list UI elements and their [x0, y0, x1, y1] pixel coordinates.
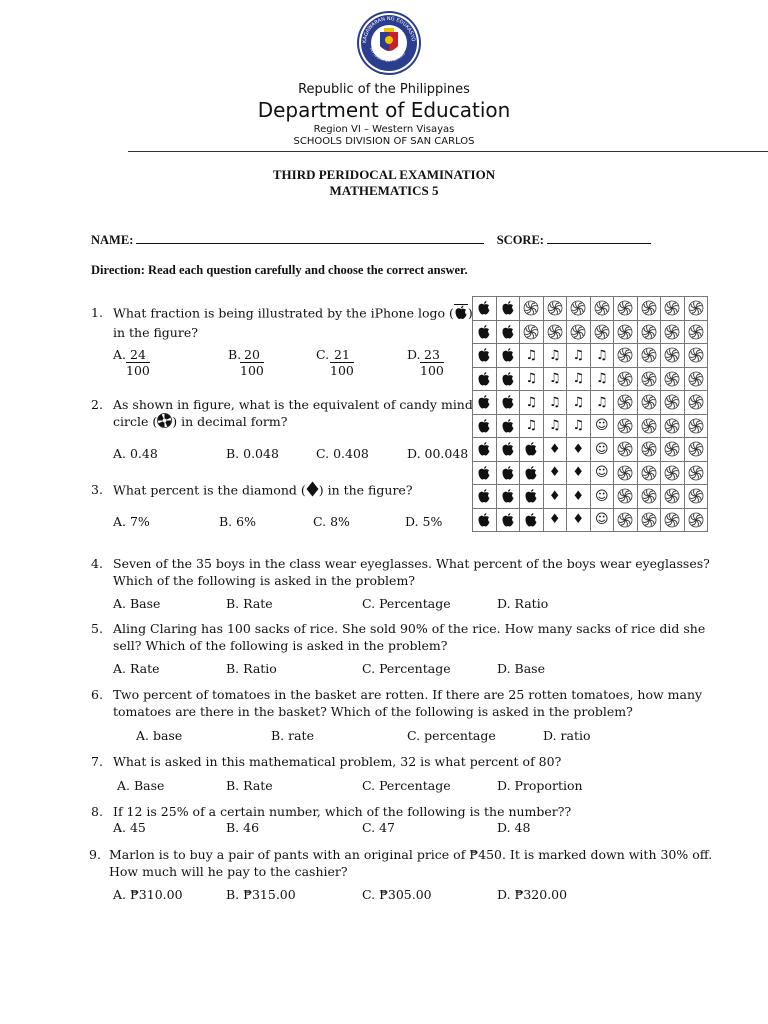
option-d[interactable]: D. Ratio [497, 596, 549, 611]
question-number: 9. [89, 847, 101, 862]
grid-row [473, 391, 708, 415]
name-score-line [91, 232, 651, 248]
svg-text:REPUBLIKA NG PILIPINAS: REPUBLIKA NG PILIPINAS [369, 46, 406, 63]
question-text-part: ) in decimal form? [172, 414, 288, 429]
department-heading: Department of Education [257, 98, 511, 122]
score-label: SCORE: [496, 233, 544, 247]
candy-mint-icon [637, 391, 661, 415]
grid-row [473, 320, 708, 344]
question-text-part: ) in the figure? [318, 482, 413, 498]
music-note-icon: ♫ [567, 344, 591, 368]
option-a[interactable]: A. Rate [113, 661, 160, 676]
apple-logo-icon [496, 461, 520, 485]
candy-mint-icon [614, 461, 638, 485]
option-fraction-b[interactable] [240, 347, 264, 378]
option-a[interactable]: A. 7% [113, 514, 150, 529]
candy-mint-icon [661, 367, 685, 391]
question-text-part: Marlon is to buy a pair of pants with an original price of ₱450. It is marked down with 30% off. [109, 847, 713, 862]
candy-mint-icon [661, 508, 685, 532]
grid-row [473, 344, 708, 368]
direction-text: Direction: Read each question carefully and choose the correct answer. [91, 263, 468, 277]
candy-mint-icon [661, 297, 685, 321]
apple-logo-icon [473, 485, 497, 509]
question-number: 4. [91, 556, 103, 571]
option-c[interactable]: C. percentage [407, 728, 496, 743]
apple-logo-icon [496, 438, 520, 462]
music-note-icon: ♫ [567, 391, 591, 415]
apple-logo-icon [496, 344, 520, 368]
music-note-icon: ♫ [520, 391, 544, 415]
question-text-part: What percent is the diamond ( [113, 482, 306, 498]
option-d[interactable]: D. 00.048 [407, 446, 469, 461]
candy-mint-icon [637, 367, 661, 391]
apple-logo-icon [496, 367, 520, 391]
name-blank[interactable] [136, 232, 484, 244]
apple-logo-icon [473, 508, 497, 532]
candy-mint-icon [637, 297, 661, 321]
option-letter: C. [316, 347, 330, 362]
grid-row [473, 367, 708, 391]
option-b[interactable]: B. 46 [226, 820, 260, 835]
apple-logo-icon [473, 438, 497, 462]
smiley-face-icon: ☺ [590, 461, 614, 485]
music-note-icon: ♫ [543, 391, 567, 415]
candy-mint-icon [614, 485, 638, 509]
candy-mint-icon [684, 508, 708, 532]
diamond-icon: ♦ [543, 485, 567, 509]
option-c[interactable]: C. 47 [362, 820, 395, 835]
candy-mint-icon [661, 320, 685, 344]
question-text [113, 396, 473, 432]
fraction-numerator: 23 [420, 347, 444, 363]
option-letter: B. [228, 347, 242, 362]
question-text-part: in the figure? [113, 325, 198, 340]
name-label: NAME: [91, 233, 134, 247]
music-note-icon: ♫ [567, 367, 591, 391]
candy-mint-icon [684, 438, 708, 462]
question-number: 6. [91, 687, 103, 702]
candy-mint-icon [661, 461, 685, 485]
music-note-icon: ♫ [543, 344, 567, 368]
candy-mint-icon [661, 391, 685, 415]
option-letter: A. [113, 347, 127, 362]
question-text-part: ) [467, 305, 473, 321]
music-note-icon: ♫ [520, 367, 544, 391]
grid-row [473, 438, 708, 462]
smiley-face-icon: ☺ [590, 508, 614, 532]
candy-mint-icon [520, 297, 544, 321]
diamond-icon [306, 481, 319, 501]
diamond-icon: ♦ [543, 438, 567, 462]
apple-logo-icon [496, 391, 520, 415]
smiley-face-icon: ☺ [590, 438, 614, 462]
score-blank[interactable] [547, 232, 651, 244]
candy-mint-icon [661, 438, 685, 462]
grid-row [473, 414, 708, 438]
candy-mint-icon [590, 320, 614, 344]
smiley-face-icon: ☺ [590, 414, 614, 438]
fraction-denominator: 100 [330, 363, 354, 378]
republic-heading: Republic of the Philippines [298, 82, 470, 97]
candy-mint-icon [637, 508, 661, 532]
question-number: 2. [91, 397, 103, 412]
candy-mint-icon [684, 391, 708, 415]
question-text [113, 555, 710, 589]
candy-mint-icon [614, 414, 638, 438]
candy-mint-icon [684, 414, 708, 438]
apple-logo-icon [520, 508, 544, 532]
option-b[interactable]: B. Rate [226, 596, 273, 611]
music-note-icon: ♫ [590, 391, 614, 415]
candy-mint-icon [614, 391, 638, 415]
music-note-icon: ♫ [590, 367, 614, 391]
question-text-part: Two percent of tomatoes in the basket are rotten. If there are 25 rotten tomatoes, how many [113, 687, 703, 702]
option-d[interactable]: D. ratio [543, 728, 591, 743]
apple-logo-icon [473, 391, 497, 415]
option-a[interactable]: A. Base [117, 778, 165, 793]
music-note-icon: ♫ [543, 367, 567, 391]
question-number: 8. [91, 804, 103, 819]
option-a[interactable]: A. base [136, 728, 183, 743]
option-d[interactable]: D. ₱320.00 [497, 887, 568, 902]
diamond-icon: ♦ [543, 461, 567, 485]
candy-mint-icon [157, 413, 172, 432]
candy-mint-icon [684, 297, 708, 321]
question-text [113, 620, 705, 654]
option-b[interactable]: B. Ratio [226, 661, 277, 676]
option-c[interactable]: C. 0.408 [316, 446, 369, 461]
option-c[interactable]: C. Percentage [362, 596, 451, 611]
candy-mint-icon [567, 297, 591, 321]
music-note-icon: ♫ [543, 414, 567, 438]
question-text [113, 481, 413, 501]
option-a[interactable]: A. 45 [113, 820, 146, 835]
apple-logo-icon [496, 508, 520, 532]
option-a[interactable]: A. 0.48 [113, 446, 158, 461]
region-heading: Region VI – Western Visayas [313, 124, 455, 135]
option-a[interactable]: A. Base [113, 596, 161, 611]
apple-logo-icon [473, 297, 497, 321]
candy-mint-icon [684, 344, 708, 368]
music-note-icon: ♫ [590, 344, 614, 368]
question-text-part: Aling Claring has 100 sacks of rice. She sold 90% of the rice. How many sacks of rice did she [113, 621, 706, 636]
question-text [113, 686, 702, 720]
option-c[interactable]: C. ₱305.00 [362, 887, 432, 902]
question-text-part: Seven of the 35 boys in the class wear eyeglasses. What percent of the boys wear eyeglasses? [113, 556, 710, 571]
candy-mint-icon [637, 485, 661, 509]
option-d[interactable]: D. 48 [497, 820, 531, 835]
picture-grid [472, 296, 708, 532]
candy-mint-icon [637, 438, 661, 462]
option-b[interactable]: B. Rate [226, 778, 273, 793]
candy-mint-icon [684, 461, 708, 485]
question-text-part: Which of the following is asked in the problem? [113, 573, 416, 588]
music-note-icon: ♫ [520, 344, 544, 368]
option-fraction-a[interactable] [126, 347, 150, 378]
apple-logo-icon [473, 461, 497, 485]
candy-mint-icon [614, 508, 638, 532]
option-c[interactable]: C. Percentage [362, 661, 451, 676]
question-number: 1. [91, 305, 103, 320]
fraction-numerator: 21 [330, 347, 354, 363]
svg-text:KAGAWARAN NG EDUKASYON: KAGAWARAN NG EDUKASYO [361, 15, 416, 44]
diamond-icon: ♦ [567, 438, 591, 462]
option-d[interactable]: D. Proportion [497, 778, 583, 793]
question-text: What is asked in this mathematical problem, 32 is what percent of 80? [113, 754, 562, 769]
candy-mint-icon [661, 485, 685, 509]
candy-mint-icon [661, 414, 685, 438]
diamond-icon: ♦ [567, 461, 591, 485]
option-c[interactable]: C. 8% [313, 514, 350, 529]
grid-row [473, 485, 708, 509]
grid-row [473, 461, 708, 485]
candy-mint-icon [614, 367, 638, 391]
question-text [109, 846, 712, 880]
apple-logo-icon [473, 320, 497, 344]
apple-logo-icon [496, 297, 520, 321]
grid-row [473, 508, 708, 532]
option-fraction-c[interactable] [330, 347, 354, 378]
option-d[interactable]: D. 5% [405, 514, 443, 529]
candy-mint-icon [661, 344, 685, 368]
candy-mint-icon [684, 367, 708, 391]
apple-logo-icon [473, 414, 497, 438]
candy-mint-icon [614, 297, 638, 321]
candy-mint-icon [614, 320, 638, 344]
candy-mint-icon [543, 297, 567, 321]
apple-logo-icon [473, 367, 497, 391]
apple-logo-icon [496, 485, 520, 509]
diamond-icon: ♦ [567, 508, 591, 532]
music-note-icon: ♫ [520, 414, 544, 438]
deped-seal-logo [356, 10, 422, 76]
fraction-numerator: 24 [126, 347, 150, 363]
option-b[interactable]: B. rate [271, 728, 314, 743]
apple-logo-icon [473, 344, 497, 368]
question-text-part: How much will he pay to the cashier? [109, 864, 348, 879]
question-text-part: What fraction is being illustrated by the iPhone logo ( [113, 305, 454, 321]
fraction-denominator: 100 [126, 363, 150, 378]
question-number: 7. [91, 754, 103, 769]
option-a[interactable]: A. ₱310.00 [113, 887, 183, 902]
option-b[interactable]: B. 0.048 [226, 446, 279, 461]
exam-subject: MATHEMATICS 5 [329, 183, 439, 198]
candy-mint-icon [543, 320, 567, 344]
candy-mint-icon [637, 320, 661, 344]
candy-mint-icon [614, 344, 638, 368]
fraction-numerator: 20 [240, 347, 264, 363]
question-number: 5. [91, 621, 103, 636]
option-b[interactable]: B. 6% [219, 514, 256, 529]
apple-logo-icon [454, 304, 468, 324]
question-text-part: circle ( [113, 414, 158, 429]
option-b[interactable]: B. ₱315.00 [226, 887, 296, 902]
apple-logo-icon [496, 320, 520, 344]
candy-mint-icon [520, 320, 544, 344]
fraction-denominator: 100 [240, 363, 264, 378]
candy-mint-icon [637, 414, 661, 438]
grid-row [473, 297, 708, 321]
apple-logo-icon [496, 414, 520, 438]
question-text-part: tomatoes are there in the basket? Which of the following is asked in the problem? [113, 704, 633, 719]
header-divider [128, 151, 768, 152]
question-text-part: sell? Which of the following is asked in the problem? [113, 638, 448, 653]
music-note-icon: ♫ [567, 414, 591, 438]
candy-mint-icon [684, 320, 708, 344]
apple-logo-icon [520, 485, 544, 509]
diamond-icon: ♦ [543, 508, 567, 532]
option-fraction-d[interactable] [420, 347, 444, 378]
question-number: 3. [91, 482, 103, 497]
option-letter: D. [407, 347, 421, 362]
question-text-part: As shown in figure, what is the equivalent of candy mind [113, 397, 473, 412]
candy-mint-icon [684, 485, 708, 509]
division-heading: SCHOOLS DIVISION OF SAN CARLOS [293, 136, 475, 147]
candy-mint-icon [637, 461, 661, 485]
option-c[interactable]: C. Percentage [362, 778, 451, 793]
smiley-face-icon: ☺ [590, 485, 614, 509]
candy-mint-icon [637, 344, 661, 368]
apple-logo-icon [520, 438, 544, 462]
candy-mint-icon [567, 320, 591, 344]
diamond-icon: ♦ [567, 485, 591, 509]
apple-logo-icon [520, 461, 544, 485]
question-text [113, 304, 473, 341]
fraction-denominator: 100 [420, 363, 444, 378]
question-text: If 12 is 25% of a certain number, which of the following is the number?? [113, 804, 572, 819]
exam-title: THIRD PERIDOCAL EXAMINATION [272, 167, 496, 182]
candy-mint-icon [614, 438, 638, 462]
option-d[interactable]: D. Base [497, 661, 545, 676]
candy-mint-icon [590, 297, 614, 321]
